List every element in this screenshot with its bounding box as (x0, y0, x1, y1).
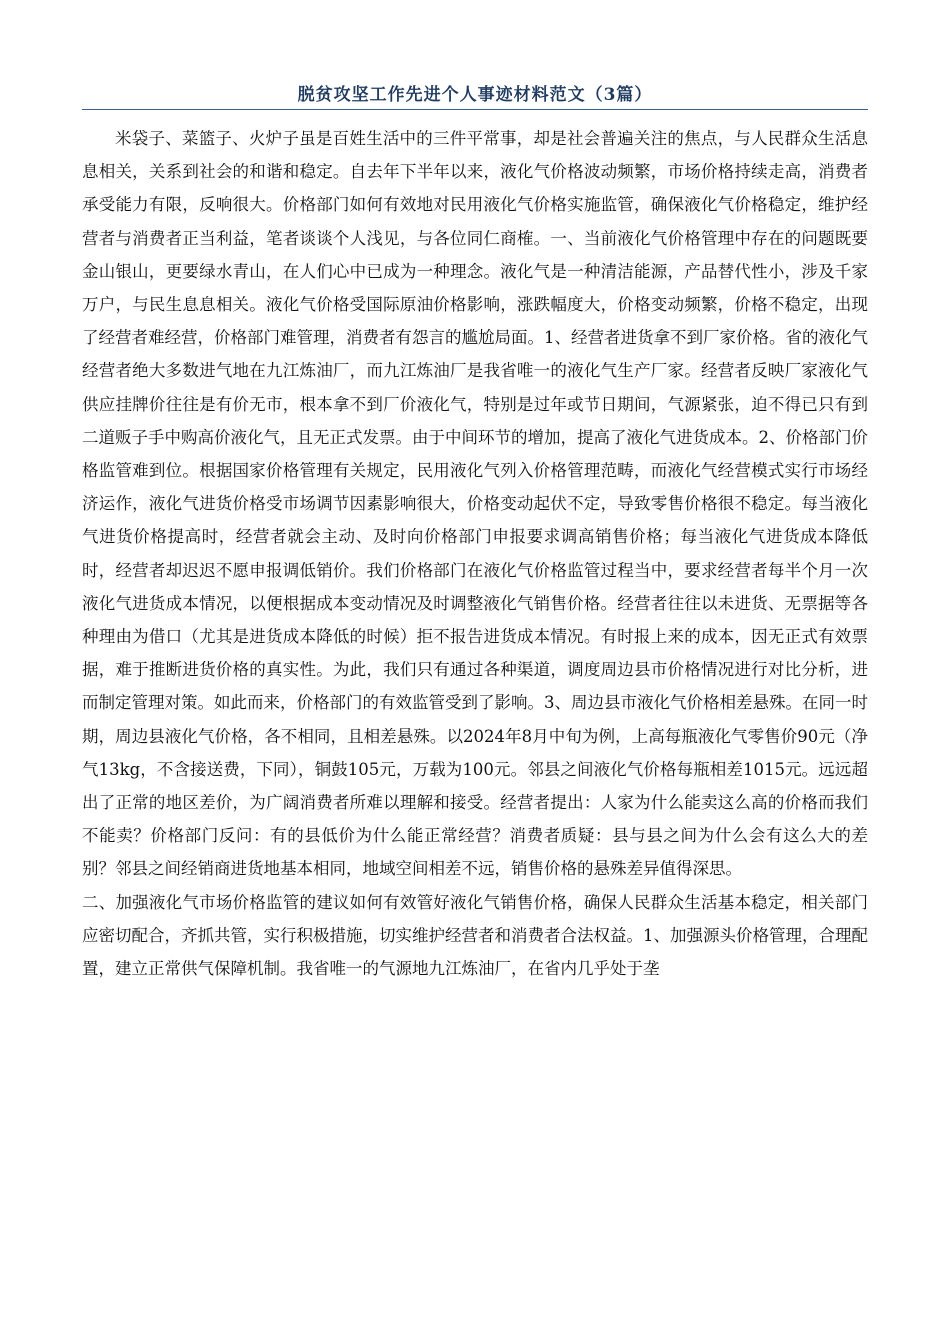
document-title: 脱贫攻坚工作先进个人事迹材料范文（3篇） (297, 85, 653, 105)
title-underline (82, 109, 868, 110)
body-paragraph-1: 米袋子、菜篮子、火炉子虽是百姓生活中的三件平常事，却是社会普遍关注的焦点，与人民群众生活息息相关，关系到社会的和谐和稳定。自去年下半年以来，液化气价格波动频繁，市场价格持续走高，消费者承受能力有限，反响很大。价格部门如何有效地对民用液化气价格实施监管，确保液化气价格稳定，维护经营者与消费者正当利益，笔者谈谈个人浅见，与各位同仁商榷。一、当前液化气价格管理中存在的问题既要金山银山，更要绿水青山，在人们心中已成为一种理念。液化气是一种清洁能源，产品替代性小，涉及千家万户，与民生息息相关。液化气价格受国际原油价格影响，涨跌幅度大，价格变动频繁，价格不稳定，出现了经营者难经营，价格部门难管理，消费者有怨言的尴尬局面。1、经营者进货拿不到厂家价格。省的液化气经营者绝大多数进气地在九江炼油厂，而九江炼油厂是我省唯一的液化气生产厂家。经营者反映厂家液化气供应挂牌价往往是有价无市，根本拿不到厂价液化气，特别是过年或节日期间，气源紧张，迫不得已只有到二道贩子手中购高价液化气，且无正式发票。由于中间环节的增加，提高了液化气进货成本。2、价格部门价格监管难到位。根据国家价格管理有关规定，民用液化气列入价格管理范畴，而液化气经营模式实行市场经济运作，液化气进货价格受市场调节因素影响很大，价格变动起伏不定，导致零售价格很不稳定。每当液化气进货价格提高时，经营者就会主动、及时向价格部门申报要求调高销售价格；每当液化气进货成本降低时，经营者却迟迟不愿申报调低销价。我们价格部门在液化气价格监管过程当中，要求经营者每半个月一次液化气进货成本情况，以便根据成本变动情况及时调整液化气销售价格。经营者往往以未进货、无票据等各种理由为借口（尤其是进货成本降低的时候）拒不报告进货成本情况。有时报上来的成本，因无正式有效票据，难于推断进货价格的真实性。为此，我们只有通过各种渠道，调度周边县市价格情况进行对比分析，进而制定管理对策。如此而来，价格部门的有效监管受到了影响。3、周边县市液化气价格相差悬殊。在同一时期，周边县液化气价格，各不相同，且相差悬殊。以2024年8月中旬为例，上高每瓶液化气零售价90元（净气13kg，不含接送费，下同），铜鼓105元，万载为100元。邻县之间液化气价格每瓶相差1015元。远远超出了正常的地区差价，为广阔消费者所难以理解和接受。经营者提出：人家为什么能卖这么高的价格而我们不能卖？价格部门反问：有的县低价为什么能正常经营？消费者质疑：县与县之间为什么会有这么大的差别？邻县之间经销商进货地基本相同，地域空间相差不远，销售价格的悬殊差异值得深思。 (82, 129, 868, 879)
body-paragraph-2: 二、加强液化气市场价格监管的建议如何有效管好液化气销售价格，确保人民群众生活基本稳定，相关部门应密切配合，齐抓共管，实行积极措施，切实维护经营者和消费者合法权益。1、加强源头价格管理，合理配置，建立正常供气保障机制。我省唯一的气源地九江炼油厂，在省内几乎处于垄 (82, 892, 868, 979)
document-body (82, 122, 868, 985)
